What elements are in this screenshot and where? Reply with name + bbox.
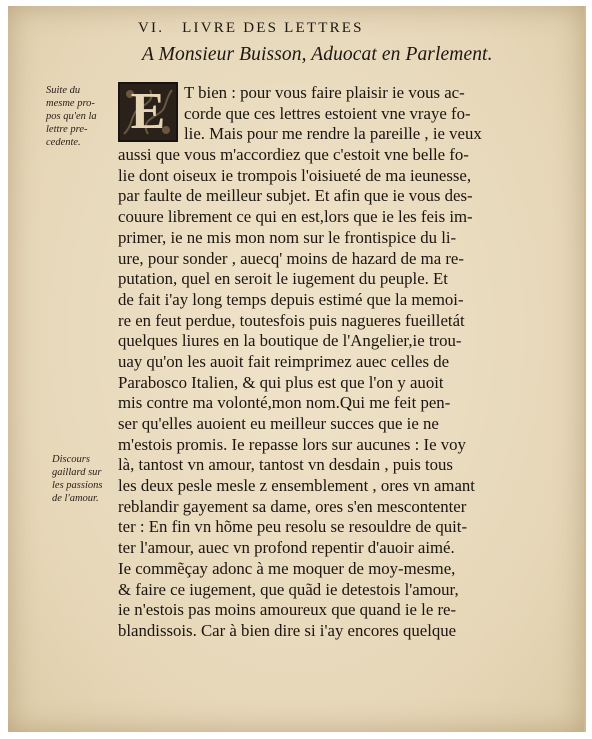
body-line: là, tantost vn amour, tantost vn desdain , puis tous (118, 455, 453, 475)
body-line: ie n'estois pas moins amoureux que quand ie le re- (118, 600, 457, 620)
body-line: lie. Mais pour me rendre la pareille , ie veux (184, 124, 482, 144)
letter-body (118, 83, 550, 642)
body-line: couure librement ce qui en est,lors que ie les feis im- (118, 207, 473, 227)
body-line: ter : En fin vn hõme peu resolu se resouldre de quit- (118, 517, 468, 537)
margin-note-line: lettre pre- (46, 124, 88, 135)
body-line: & faire ce iugement, que quãd ie detestois l'amour, (118, 579, 459, 599)
body-line: ser qu'elles auoient eu meilleur succes que ie ne (118, 414, 439, 433)
margin-note-line: mesme pro- (46, 98, 95, 109)
body-line: uay qu'on les auoit fait reimprimez auec celles de (118, 351, 450, 371)
body-line: ure, pour sonder , auecq' moins de hazard de ma re- (118, 248, 464, 268)
margin-note-line: pos qu'en la (46, 111, 97, 122)
margin-note-line: Suite du (46, 85, 81, 96)
body-line: ter l'amour, auec vn profond repentir d'auoir aimé. (118, 538, 455, 558)
body-line: les deux pesle mesle z ensemblement , ores vn amant (118, 476, 475, 496)
drop-cap-ornament (118, 82, 178, 142)
body-line: blandissois. Car à bien dire si i'ay encores quelque (118, 620, 457, 640)
letter-title: A Monsieur Buisson, Aduocat en Parlement. (142, 44, 493, 65)
body-line: lie dont oiseux ie trompois l'oisiueté de ma ieunesse, (118, 165, 472, 185)
body-line: Ie commẽçay adonc à me moquer de moy-mesme, (118, 558, 456, 578)
drop-cap-letter: E (130, 83, 166, 140)
body-line: Parabosco Italien, & qui plus est que l'on y auoit (118, 372, 444, 392)
page-label: VI. (138, 20, 165, 36)
body-line: par faulte de meilleur subjet. Et afin que ie vous des- (118, 186, 473, 206)
margin-note-2 (52, 453, 118, 505)
running-head (138, 20, 558, 37)
margin-note-line: de l'amour. (52, 493, 99, 504)
margin-note-line: gaillard sur (52, 467, 102, 478)
body-line: m'estois promis. Ie repasse lors sur aucunes : Ie voy (118, 434, 466, 454)
body-line: reblandir gayement sa dame, ores s'en mescontenter (118, 496, 467, 516)
body-line: mis contre ma volonté,mon nom.Qui me feit pen- (118, 393, 451, 413)
margin-note-line: les passions (52, 480, 103, 491)
body-line: putation, quel en seroit le iugement du peuple. Et (118, 269, 448, 289)
body-line: de fait i'ay long temps depuis estimé que la memoi- (118, 289, 464, 309)
body-line: corde que ces lettres estoient vne vraye fo- (184, 103, 471, 123)
margin-note-1 (46, 84, 112, 149)
body-line: aussi que vous m'accordiez que c'estoit vne belle fo- (118, 145, 469, 165)
body-line: primer, ie ne mis mon nom sur le frontispice du li- (118, 227, 457, 247)
body-line: quelques liures en la boutique de l'Angelier,ie trou- (118, 331, 462, 351)
body-line: T bien : pour vous faire plaisir ie vous ac- (184, 83, 465, 102)
body-line: re en feut perdue, toutesfois puis nagueres fueilletát (118, 310, 465, 330)
margin-note-line: Discours (52, 454, 90, 465)
book-title: LIVRE DES LETTRES (182, 20, 364, 36)
margin-note-line: cedente. (46, 137, 81, 148)
